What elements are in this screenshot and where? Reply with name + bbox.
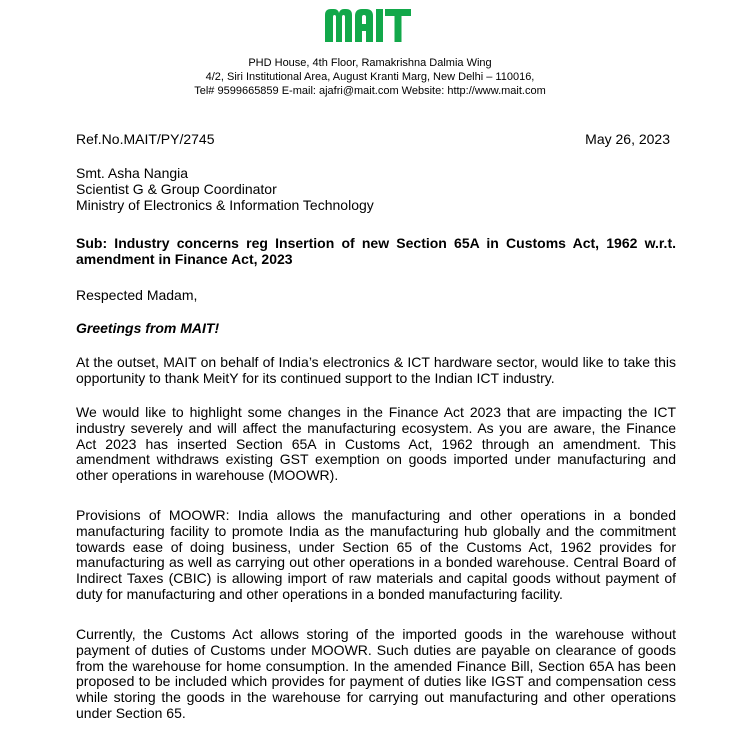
address-line-1: PHD House, 4th Floor, Ramakrishna Dalmia Wing bbox=[248, 57, 492, 69]
address-line-3: Tel# 9599665859 E-mail: ajafri@mait.com Website: http://www.mait.com bbox=[194, 85, 546, 97]
letter-date: May 26, 2023 bbox=[585, 131, 670, 147]
paragraph-moowr-provisions: Provisions of MOOWR: India allows the manufacturing and other operations in a bonded manufacturing facility to promote India as the manufacturing hub globally and the commitment towards ease of doing business, under Section 65 of the Customs Act, 1962 provides for manufacturing as well as carrying out other operations in a bonded warehouse. Central Board of Indirect Taxes (CBIC) is allowing import of raw materials and capital goods without payment of duty for manufacturing and other operations in a bonded manufacturing facility. bbox=[76, 507, 676, 602]
recipient-organization: Ministry of Electronics & Information Technology bbox=[76, 196, 374, 213]
mait-logo bbox=[324, 6, 412, 44]
recipient-block bbox=[76, 166, 676, 213]
reference-number: Ref.No.MAIT/PY/2745 bbox=[76, 131, 215, 147]
paragraph-intro: At the outset, MAIT on behalf of India’s electronics & ICT hardware sector, would like to take this opportunity to thank MeitY for its continued support to the Indian ICT industry. bbox=[76, 354, 676, 386]
recipient-name: Smt. Asha Nangia bbox=[76, 165, 189, 181]
salutation: Respected Madam, bbox=[76, 287, 198, 303]
address-line-2: 4/2, Siri Institutional Area, August Kranti Marg, New Delhi – 110016, bbox=[205, 71, 535, 83]
recipient-title: Scientist G & Group Coordinator bbox=[76, 180, 277, 197]
paragraph-customs-act: Currently, the Customs Act allows storing of the imported goods in the warehouse without payment of duties of Customs under MOOWR. Such duties are payable on clearance of goods from the warehouse for home consumption. In the amended Finance Bill, Section 65A has been proposed to be included which provides for payment of duties like IGST and compensation cess while storing the goods in the warehouse for carrying out manufacturing and other operations under Section 65. bbox=[76, 626, 676, 721]
paragraph-finance-act: We would like to highlight some changes in the Finance Act 2023 that are impacting the ICT industry severely and will affect the manufacturing ecosystem. As you are aware, the Finance Act 2023 has inserted Section 65A in Customs Act, 1962 through an amendment. This amendment withdraws existing GST exemption on goods imported under manufacturing and other operations in warehouse (MOOWR). bbox=[76, 404, 676, 484]
greeting: Greetings from MAIT! bbox=[76, 320, 220, 336]
letter-subject: Sub: Industry concerns reg Insertion of new Section 65A in Customs Act, 1962 w.r.t. amendment in Finance Act, 2023 bbox=[76, 235, 676, 267]
